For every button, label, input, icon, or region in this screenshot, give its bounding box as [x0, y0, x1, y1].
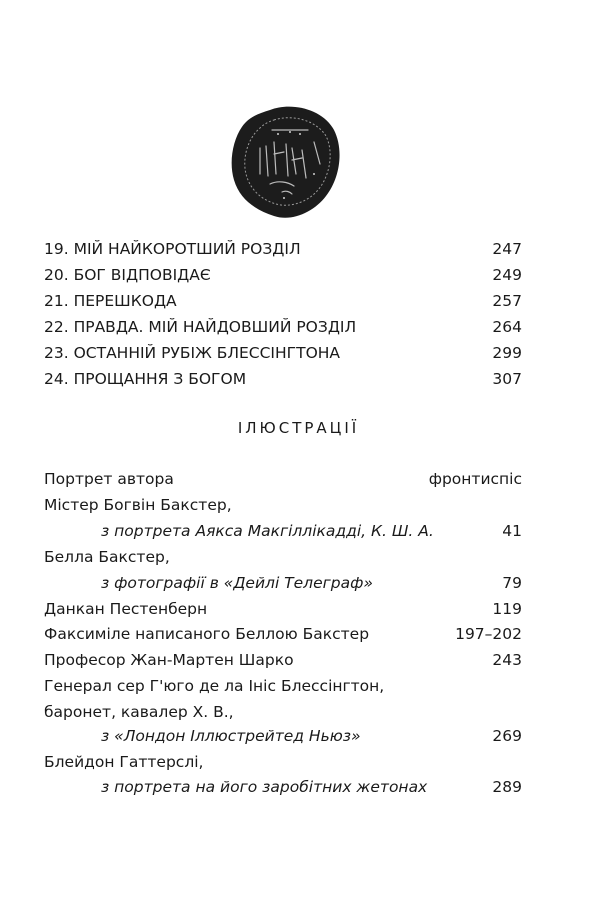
illustration-page: 79 — [502, 574, 522, 592]
toc-entry-title: 24. ПРОЩАННЯ З БОГОМ — [44, 370, 247, 388]
illustration-entry[interactable] — [44, 674, 522, 698]
illustration-page: 289 — [492, 778, 522, 796]
illustration-title: Професор Жан-Мартен Шарко — [44, 651, 294, 669]
illustration-page: 269 — [492, 727, 522, 745]
illustration-page: 243 — [492, 651, 522, 669]
toc-entry-title: 22. ПРАВДА. МІЙ НАЙДОВШИЙ РОЗДІЛ — [44, 318, 357, 336]
illustration-source: з фотографії в «Дейлі Телеграф» — [101, 574, 373, 592]
illustration-entry[interactable] — [44, 750, 522, 774]
illustration-entry-source[interactable] — [44, 571, 522, 595]
toc-entry-title: 20. БОГ ВІДПОВІДАЄ — [44, 266, 211, 284]
illustration-entry-source[interactable] — [44, 724, 522, 748]
illustration-entry-source[interactable] — [44, 775, 522, 799]
toc-entry-page: 257 — [492, 292, 522, 310]
toc-entry[interactable] — [44, 289, 522, 313]
toc-entry-page: 299 — [492, 344, 522, 362]
illustration-title: Факсиміле написаного Беллою Бакстер — [44, 625, 370, 643]
illustration-page: фронтиспіс — [428, 470, 522, 488]
illustration-title: Генерал сер Г'юго де ла Ініс Блессінгтон, — [44, 677, 385, 695]
toc-entry-page: 307 — [492, 370, 522, 388]
illustration-entry[interactable] — [44, 545, 522, 569]
illustration-source: з «Лондон Іллюстрейтед Ньюз» — [101, 727, 361, 745]
wax-seal-stamp-icon — [230, 104, 342, 222]
toc-entry-page: 249 — [492, 266, 522, 284]
illustration-title: Блейдон Гаттерслі, — [44, 753, 204, 771]
illustration-page: 41 — [502, 522, 522, 540]
toc-entry-title: 23. ОСТАННІЙ РУБІЖ БЛЕССІНГТОНА — [44, 344, 341, 362]
toc-entry[interactable] — [44, 237, 522, 261]
illustration-title: Портрет автора — [44, 470, 174, 488]
illustration-source: з портрета Аякса Макгіллікадді, К. Ш. А. — [101, 522, 434, 540]
illustration-entry[interactable] — [44, 622, 522, 646]
illustration-entry[interactable] — [44, 467, 522, 491]
toc-entry[interactable] — [44, 367, 522, 391]
illustration-title: баронет, кавалер Х. В., — [44, 703, 234, 721]
toc-entry-page: 247 — [492, 240, 522, 258]
toc-entry[interactable] — [44, 315, 522, 339]
illustration-title: Белла Бакстер, — [44, 548, 170, 566]
illustration-title: Містер Богвін Бакстер, — [44, 496, 232, 514]
illustration-page: 119 — [492, 600, 522, 618]
illustration-entry[interactable] — [44, 493, 522, 517]
toc-entry[interactable] — [44, 263, 522, 287]
toc-entry[interactable] — [44, 341, 522, 365]
illustration-title: Данкан Пестенберн — [44, 600, 208, 618]
illustration-entry[interactable] — [44, 648, 522, 672]
illustration-entry-source[interactable] — [44, 519, 522, 543]
toc-entry-title: 21. ПЕРЕШКОДА — [44, 292, 177, 310]
illustration-page: 197–202 — [455, 625, 522, 643]
illustration-entry[interactable] — [44, 597, 522, 621]
illustrations-heading: ІЛЮСТРАЦІЇ — [237, 419, 360, 437]
toc-entry-page: 264 — [492, 318, 522, 336]
toc-entry-title: 19. МІЙ НАЙКОРОТШИЙ РОЗДІЛ — [44, 240, 301, 258]
illustration-entry[interactable] — [44, 700, 522, 724]
illustration-source: з портрета на його заробітних жетонах — [101, 778, 428, 796]
